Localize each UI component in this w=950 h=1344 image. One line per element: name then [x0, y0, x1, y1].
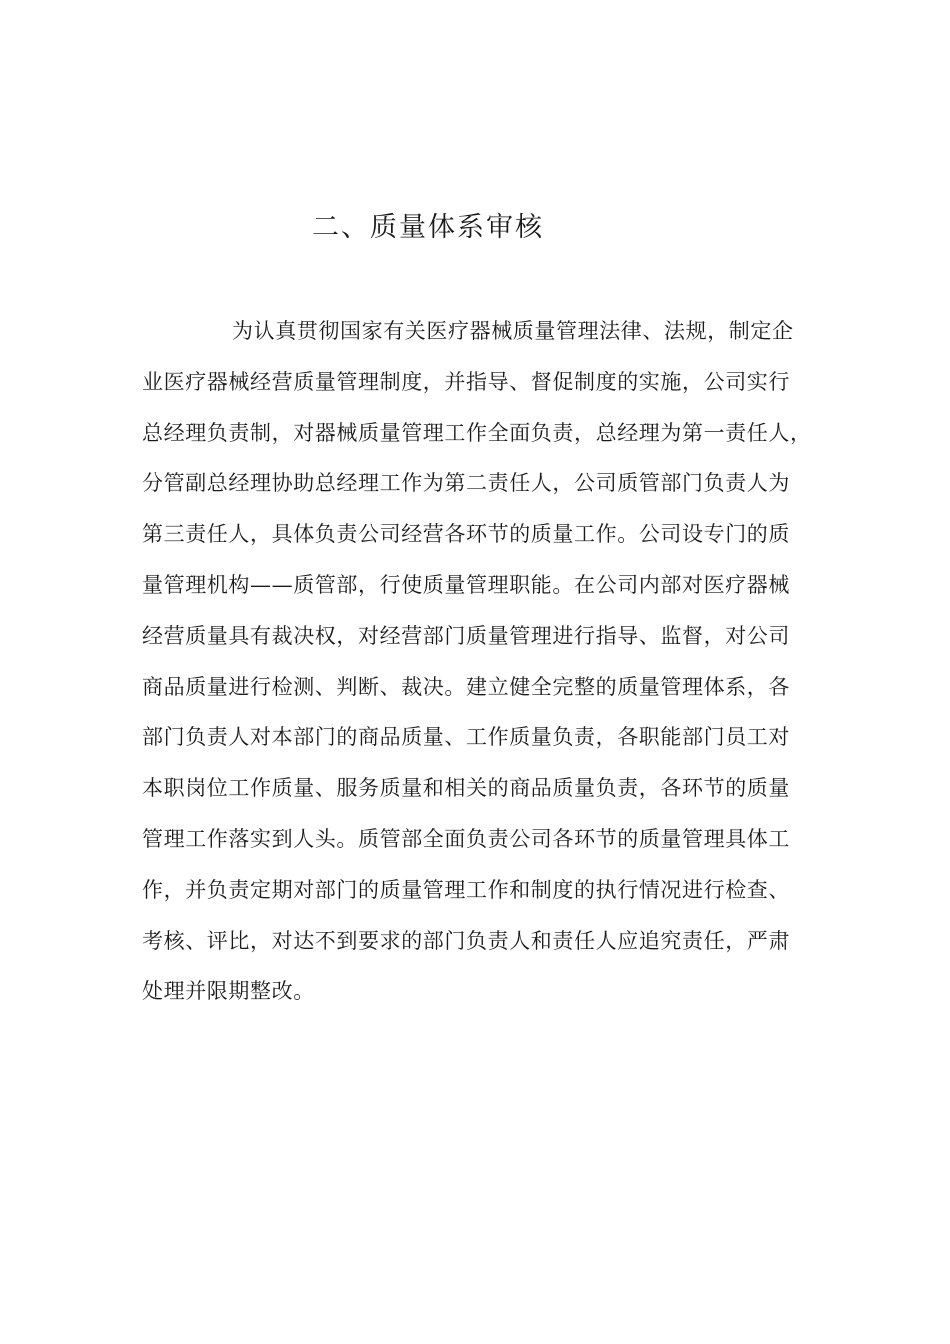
paragraph-line: 商品质量进行检测、判断、裁决。建立健全完整的质量管理体系，各 — [142, 674, 790, 699]
paragraph-line: 本职岗位工作质量、服务质量和相关的商品质量负责，各环节的质量 — [142, 776, 790, 801]
paragraph-line: 总经理负责制，对器械质量管理工作全面负责，总经理为第一责任人， — [142, 420, 812, 445]
paragraph-line: 为认真贯彻国家有关医疗器械质量管理法律、法规，制定企 — [232, 319, 794, 343]
section-heading: 二、质量体系审核 — [312, 212, 544, 243]
paragraph-line: 量管理机构——质管部，行使质量管理职能。在公司内部对医疗器械 — [142, 572, 790, 597]
body-paragraph — [142, 306, 832, 1017]
paragraph-line: 处理并限期整改。 — [142, 979, 315, 1004]
paragraph-line: 部门负责人对本部门的商品质量、工作质量负责，各职能部门员工对 — [142, 725, 790, 750]
paragraph-line: 经营质量具有裁决权，对经营部门质量管理进行指导、监督，对公司 — [142, 623, 790, 648]
paragraph-line: 分管副总经理协助总经理工作为第二责任人，公司质管部门负责人为 — [142, 471, 790, 496]
paragraph-line: 考核、评比，对达不到要求的部门负责人和责任人应追究责任，严肃 — [142, 928, 790, 953]
paragraph-line: 业医疗器械经营质量管理制度，并指导、督促制度的实施，公司实行 — [142, 369, 790, 394]
paragraph-line: 管理工作落实到人头。质管部全面负责公司各环节的质量管理具体工 — [142, 826, 790, 851]
paragraph-line: 第三责任人，具体负责公司经营各环节的质量工作。公司设专门的质 — [142, 522, 790, 547]
paragraph-line: 作，并负责定期对部门的质量管理工作和制度的执行情况进行检查、 — [142, 877, 790, 902]
